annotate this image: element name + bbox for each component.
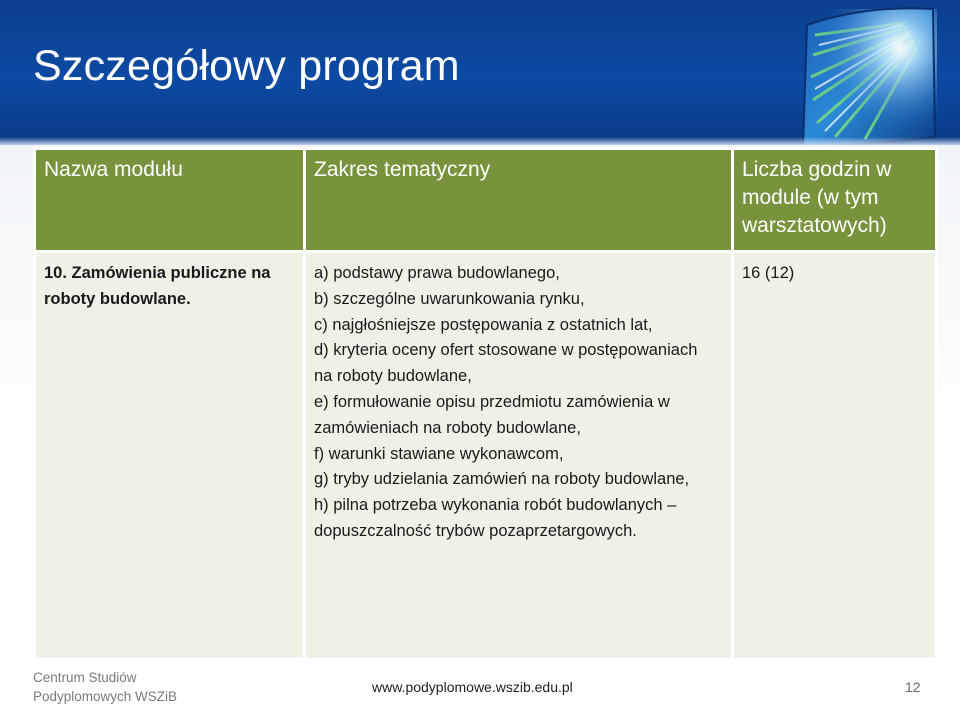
header-module-name: Nazwa modułu bbox=[35, 149, 305, 252]
program-table bbox=[33, 147, 938, 661]
page-number: 12 bbox=[905, 679, 921, 695]
hours-cell: 16 (12) bbox=[733, 252, 937, 660]
header-topics: Zakres tematyczny bbox=[305, 149, 733, 252]
topic-item: d) kryteria oceny ofert stosowane w postępowaniach bbox=[314, 341, 698, 360]
topic-item: h) pilna potrzeba wykonania robót budowlanych – bbox=[314, 496, 677, 515]
table-header-row bbox=[35, 149, 937, 252]
topic-item: c) najgłośniejsze postępowania z ostatnich lat, bbox=[314, 315, 653, 334]
topic-item: dopuszczalność trybów pozaprzetargowych. bbox=[314, 521, 637, 540]
slide-header bbox=[0, 0, 960, 145]
light-burst-logo-icon bbox=[795, 5, 940, 145]
topic-item: f) warunki stawiane wykonawcom, bbox=[314, 444, 564, 463]
slide-title: Szczegółowy program bbox=[33, 42, 460, 90]
topic-item: b) szczególne uwarunkowania rynku, bbox=[314, 289, 585, 308]
topic-item: zamówieniach na roboty budowlane, bbox=[314, 418, 581, 437]
topic-item: na roboty budowlane, bbox=[314, 367, 472, 386]
table-row bbox=[35, 252, 937, 660]
topic-item: e) formułowanie opisu przedmiotu zamówienia w bbox=[314, 392, 670, 411]
module-name-cell: 10. Zamówienia publiczne na roboty budowlane. bbox=[35, 252, 305, 660]
footer-organization bbox=[33, 668, 177, 706]
footer-url: www.podyplomowe.wszib.edu.pl bbox=[372, 679, 573, 695]
topic-item: g) tryby udzielania zamówień na roboty budowlane, bbox=[314, 470, 690, 489]
topics-cell bbox=[305, 252, 733, 660]
footer-org-line: Podyplomowych WSZiB bbox=[33, 689, 178, 704]
topic-item: a) podstawy prawa budowlanego, bbox=[314, 264, 560, 282]
header-hours: Liczba godzin w module (w tym warsztatowych) bbox=[733, 149, 937, 252]
footer-org-line: Centrum Studiów bbox=[33, 670, 137, 685]
